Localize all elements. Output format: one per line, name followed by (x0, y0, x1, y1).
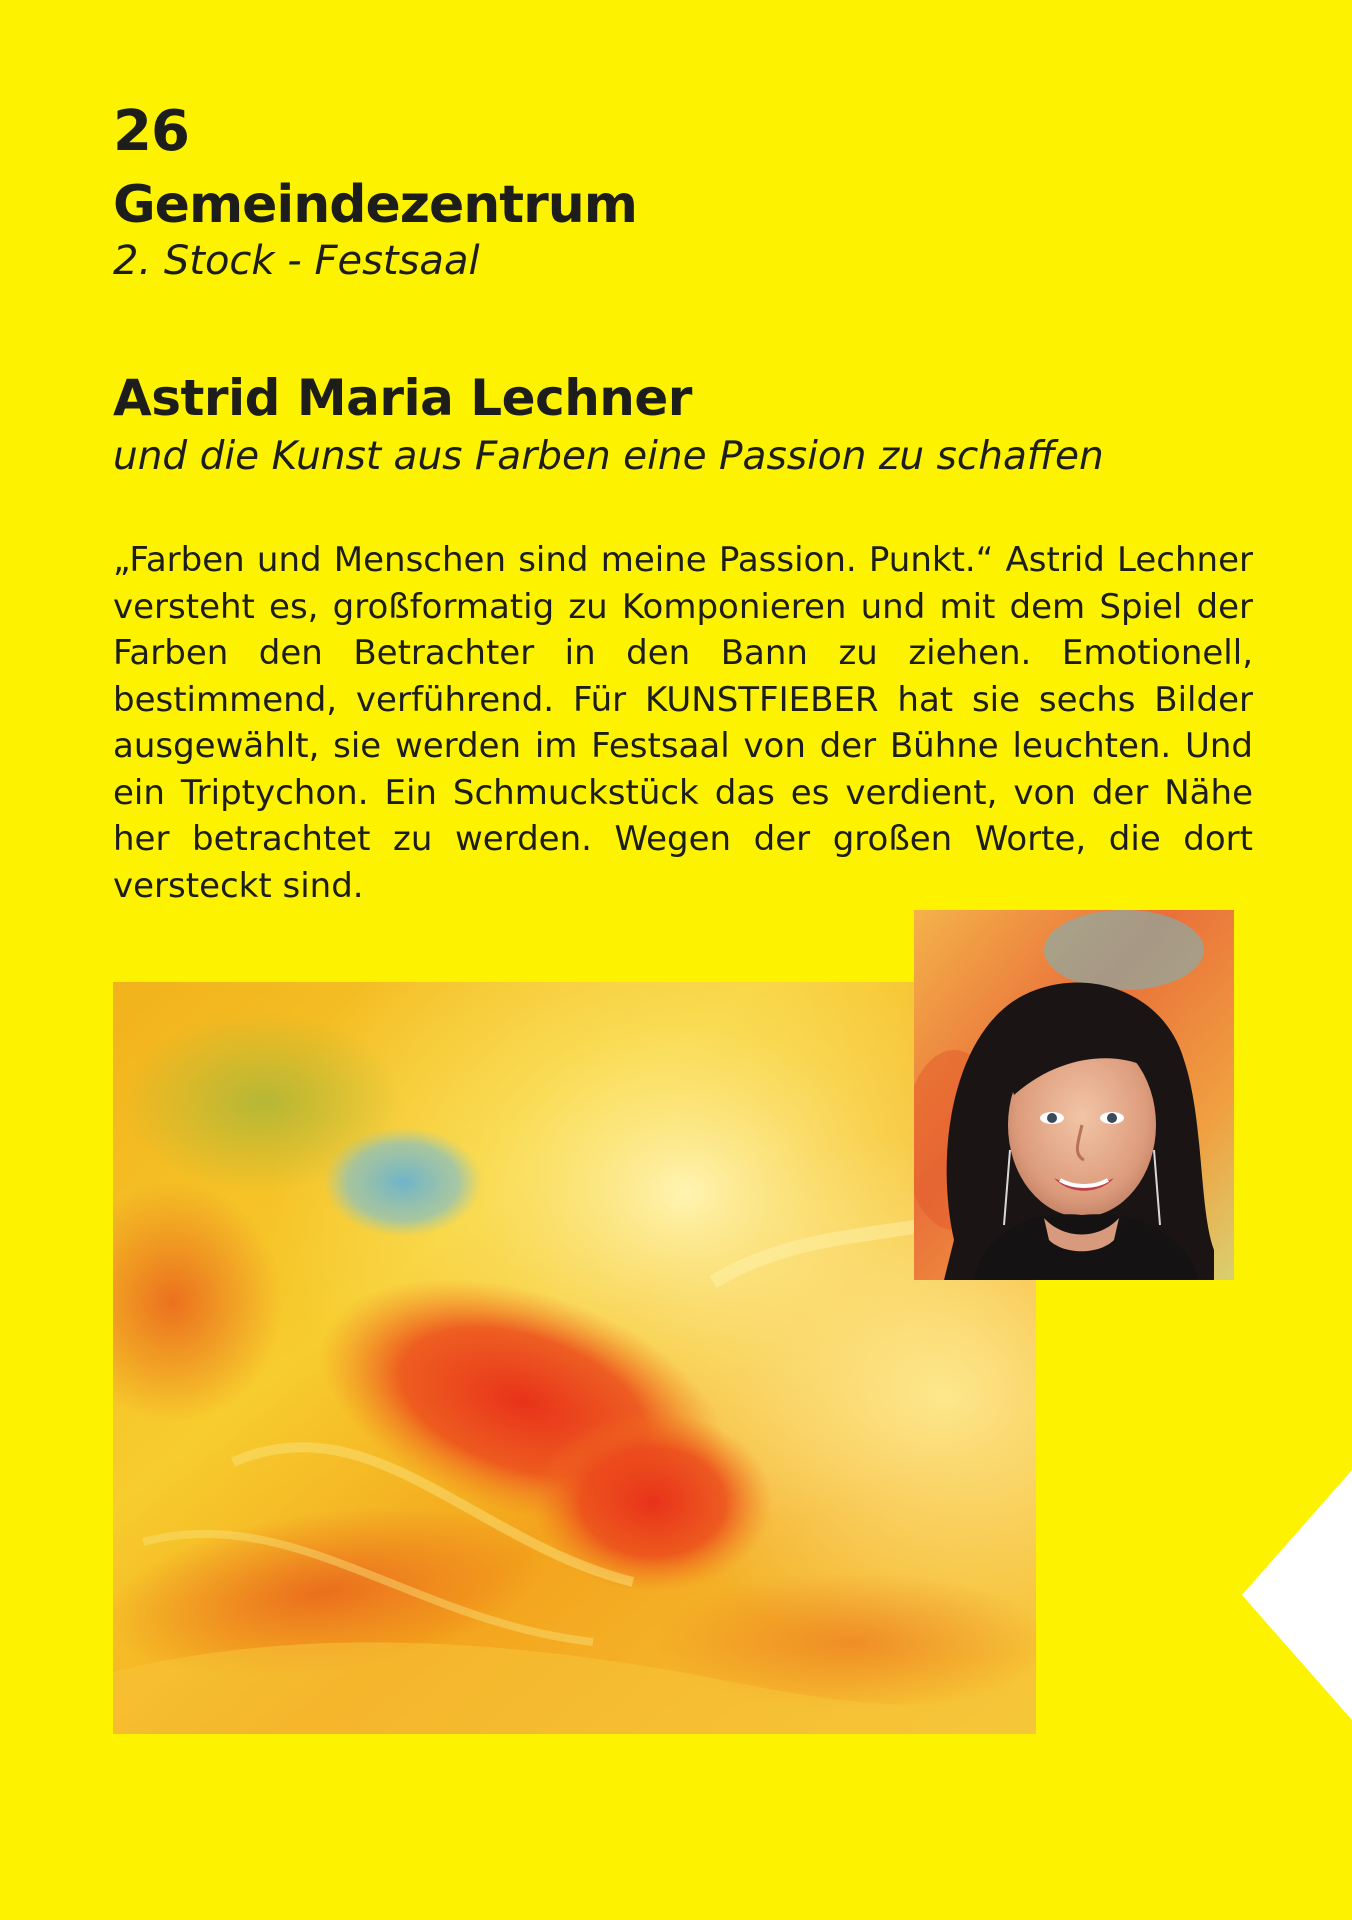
artist-description: „Farben und Menschen sind meine Passion. Punkt.“ Astrid Lechner versteht es, großformatig zu Komponieren und mit dem Spiel der Farben den Betrachter in den Bann zu ziehen. Emotionell, bestimmend, verführend. Für KUNSTFIEBER hat sie sechs Bilder ausgewählt, sie werden im Festsaal von der Bühne leuchten. Und ein Triptychon. Ein Schmuckstück das es verdient, von der Nähe her betrachtet zu werden. Wegen der großen Worte, die dort versteckt sind. (113, 540, 1253, 906)
station-number: 26 (113, 99, 189, 164)
page-edge-notch-shape (1242, 1470, 1352, 1720)
venue-title: Gemeindezentrum (113, 175, 637, 235)
room-subtitle: 2. Stock - Festsaal (113, 238, 480, 284)
abstract-painting-image (113, 982, 1036, 1734)
artist-tagline: und die Kunst aus Farben eine Passion zu schaffen (113, 434, 1104, 479)
artist-name: Astrid Maria Lechner (113, 369, 692, 427)
artist-portrait-image (914, 910, 1234, 1280)
